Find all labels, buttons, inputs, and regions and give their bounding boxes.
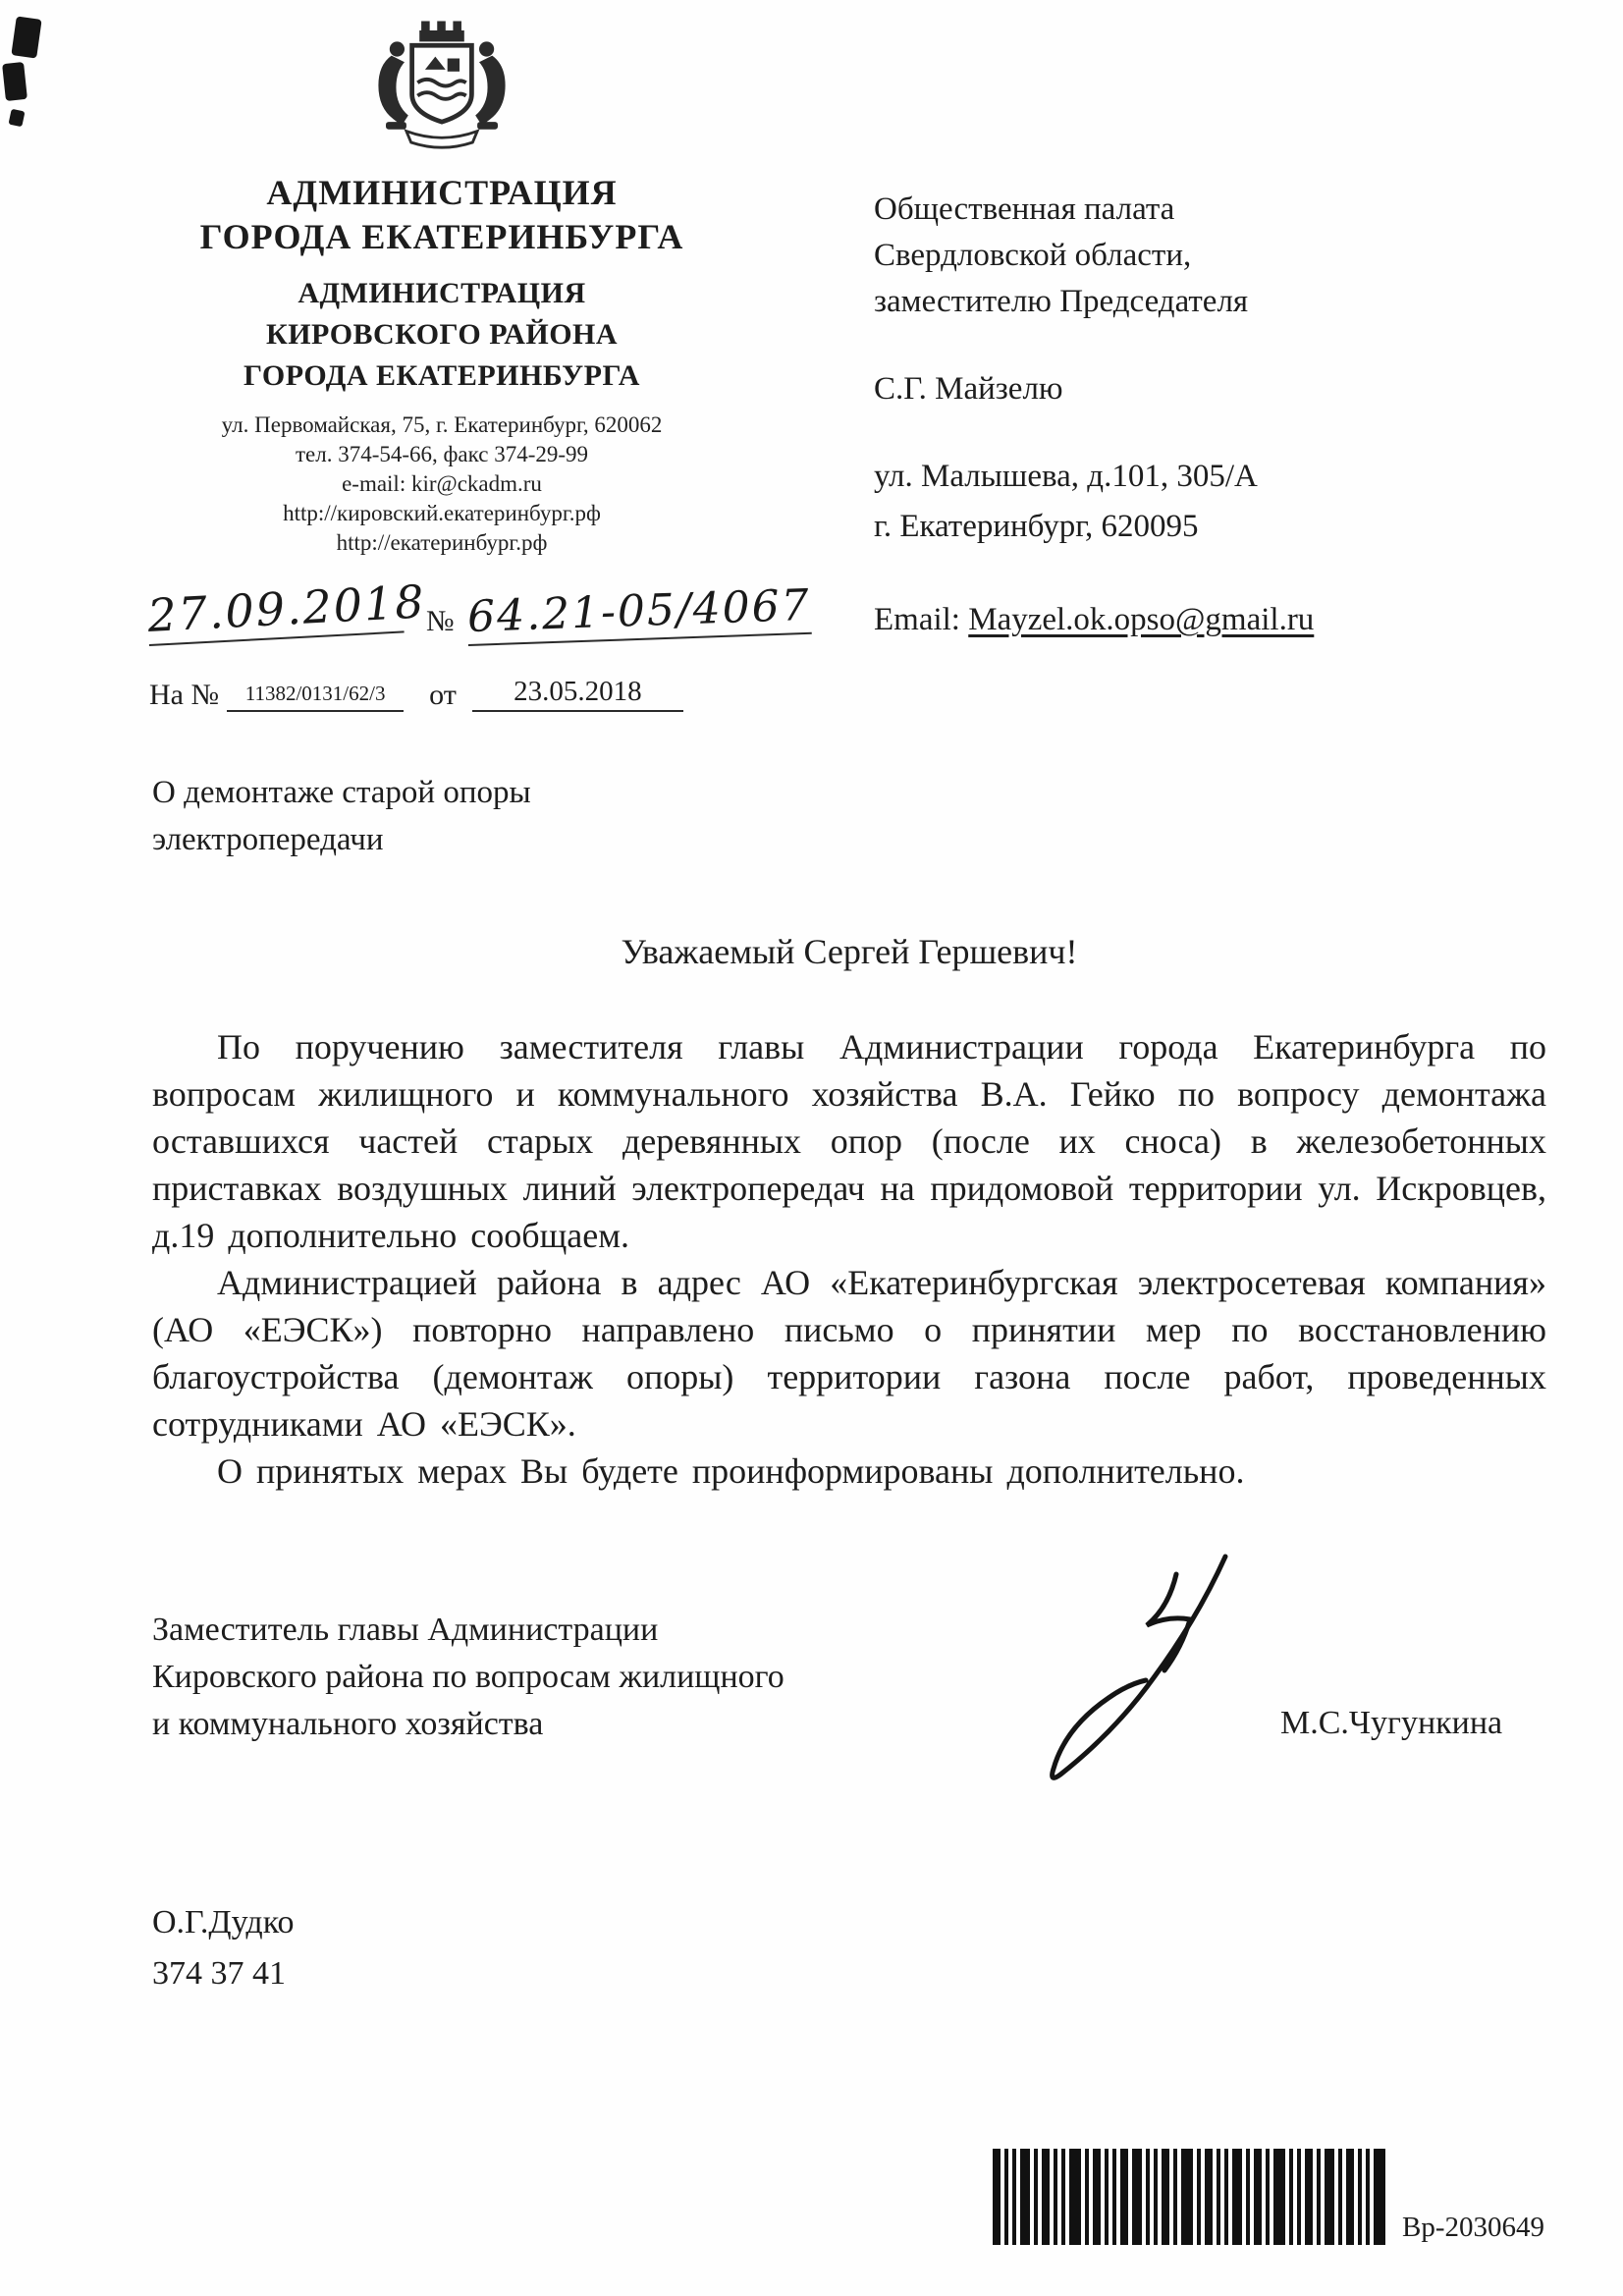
number-sign-label: № <box>426 605 455 637</box>
handwritten-signature <box>1021 1547 1296 1792</box>
signer-title-line3: и коммунального хозяйства <box>152 1706 544 1742</box>
sender-letterhead <box>147 12 736 558</box>
recipient-org-line2: Свердловской области, <box>874 238 1192 273</box>
recipient-email: Mayzel.ok.opso@gmail.ru <box>968 602 1315 637</box>
sender-website-district: http://кировский.екатеринбург.рф <box>283 501 601 525</box>
executor-block <box>152 1897 295 1999</box>
barcode-label: Вр-2030649 <box>1402 2212 1544 2243</box>
outgoing-date-handwritten: 27.09.2018 <box>146 575 405 646</box>
recipient-email-label: Email: <box>874 602 960 637</box>
executor-phone: 374 37 41 <box>152 1955 286 1992</box>
sender-org-district-line2: КИРОВСКОГО РАЙОНА <box>265 318 619 351</box>
barcode <box>993 2149 1385 2245</box>
sender-phones: тел. 374-54-66, факс 374-29-99 <box>295 442 589 466</box>
subject-line2: электропередачи <box>152 822 384 857</box>
coat-of-arms-icon <box>349 12 535 161</box>
subject-block <box>152 769 531 863</box>
scan-artifact <box>8 109 25 128</box>
scan-artifact <box>11 16 41 58</box>
sender-org-city-line2: ГОРОДА ЕКАТЕРИНБУРГА <box>199 217 684 256</box>
signer-name: М.С.Чугункина <box>1280 1705 1503 1741</box>
scan-artifact <box>2 62 27 101</box>
subject-line1: О демонтаже старой опоры <box>152 775 531 810</box>
sender-website-city: http://екатеринбург.рф <box>336 530 548 555</box>
executor-name: О.Г.Дудко <box>152 1904 295 1941</box>
reference-row-outgoing <box>145 574 827 646</box>
sender-email: e-mail: kir@ckadm.ru <box>342 471 542 496</box>
incoming-ref-label: На № <box>149 679 220 711</box>
signer-title-block <box>152 1607 784 1748</box>
body-paragraph: Администрацией района в адрес АО «Екатеринбургская электросетевая компания» (АО «ЕЭСК») повторно направлено письмо о принятии мер по восстановлению благоустройства (демонтаж опоры) территории газона после работ, проведенных сотрудниками АО «ЕЭСК». <box>152 1263 1546 1444</box>
body-paragraph: По поручению заместителя главы Администрации города Екатеринбурга по вопросам жилищного и коммунального хозяйства В.А. Гейко по вопросу демонтажа оставшихся частей старых деревянных опор (после их сноса) в железобетонных приставках воздушных линий электропередач на придомовой территории ул. Искровцев, д.19 дополнительно сообщаем. <box>152 1027 1546 1255</box>
letter-body <box>152 1023 1546 1495</box>
signer-title-line1: Заместитель главы Администрации <box>152 1612 659 1648</box>
salutation: Уважаемый Сергей Гершевич! <box>621 932 1078 971</box>
recipient-address-line1: ул. Малышева, д.101, 305/А <box>874 459 1258 494</box>
reference-row-incoming <box>149 676 827 712</box>
sender-postal-address: ул. Первомайская, 75, г. Екатеринбург, 620062 <box>221 412 663 437</box>
recipient-name: С.Г. Майзелю <box>874 371 1063 407</box>
signer-title-line2: Кировского района по вопросам жилищного <box>152 1659 784 1695</box>
recipient-org-line1: Общественная палата <box>874 191 1175 227</box>
sender-org-district-line3: ГОРОДА ЕКАТЕРИНБУРГА <box>243 359 640 392</box>
body-paragraph: О принятых мерах Вы будете проинформированы дополнительно. <box>217 1451 1245 1491</box>
incoming-from-label: от <box>429 679 457 711</box>
sender-org-district-line1: АДМИНИСТРАЦИЯ <box>298 277 586 309</box>
incoming-number: 11382/0131/62/3 <box>227 682 404 712</box>
sender-org-city-line1: АДМИНИСТРАЦИЯ <box>266 173 618 212</box>
incoming-date: 23.05.2018 <box>472 676 683 712</box>
recipient-block <box>874 187 1463 643</box>
recipient-org-line3: заместителю Председателя <box>874 284 1249 319</box>
recipient-address-line2: г. Екатеринбург, 620095 <box>874 509 1199 544</box>
outgoing-number-handwritten: 64.21-05/4067 <box>466 580 812 646</box>
